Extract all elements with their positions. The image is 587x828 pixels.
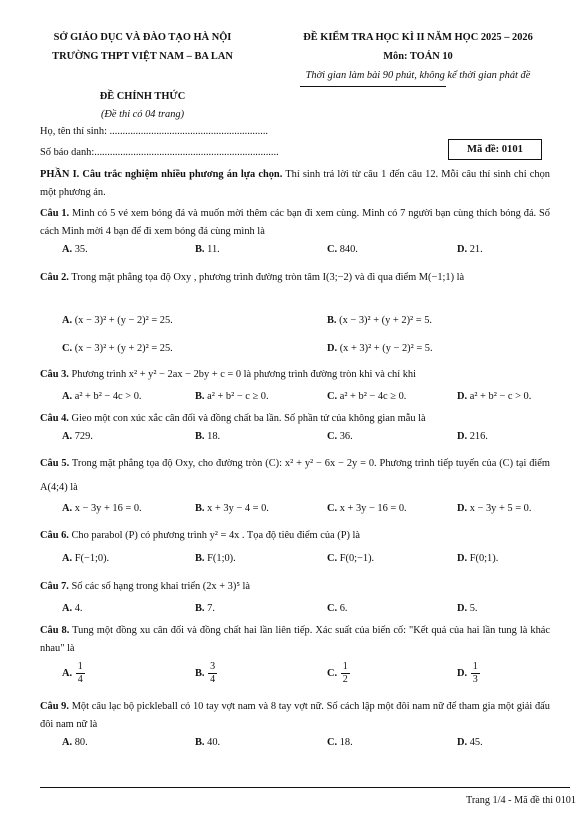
q1-option-d[interactable]: D. 21. xyxy=(457,244,483,255)
q8-option-b[interactable]: B. $\frac{3}{4}$ xyxy=(195,661,216,685)
q6-option-a[interactable]: A. F(−1;0). xyxy=(62,553,110,564)
q5-option-a[interactable]: A. x − 3y + 16 = 0. xyxy=(62,503,142,514)
q8-option-d[interactable]: D. $\frac{1}{3}$ xyxy=(457,661,478,685)
q9-option-d[interactable]: D. 45. xyxy=(457,737,483,748)
page-footer: Trang 1/4 - Mã đề thi 0101 xyxy=(466,795,576,806)
part1-instruction: Thí sinh trả lời từ câu 1 đến câu 12. Mỗi câu thí sinh chỉ chọn một phương án. xyxy=(40,169,550,198)
question-text: Trong mặt phẳng tọa độ Oxy, cho đường tròn (C): x² + y² − 6x − 2y = 0. Phương trình tiếp tuyến của (C) tại điểm A(4;4) là xyxy=(40,458,551,493)
question-label: Câu 7. xyxy=(40,581,69,592)
q4-option-a[interactable]: A. 729. xyxy=(62,431,93,442)
exam-code-box: Mã đề: 0101 xyxy=(448,139,542,160)
q7-option-a[interactable]: A. 4. xyxy=(62,603,83,614)
question-text: Một câu lạc bộ pickleball có 10 tay vợt nam và 8 tay vợt nữ. Số cách lập một đôi nam nữ để tham gia một giải đấu đôi nam nữ là xyxy=(40,701,550,730)
fraction: $\frac{1}{4}$ xyxy=(77,661,83,685)
question-7 xyxy=(40,578,550,596)
question-label: Câu 5. xyxy=(40,458,70,469)
question-text: Gieo một con xúc xắc cân đối và đồng chất ba lần. Số phần tử của không gian mẫu là xyxy=(68,413,426,424)
footer-rule xyxy=(40,787,570,788)
q8-option-a[interactable]: A. $\frac{1}{4}$ xyxy=(62,661,83,685)
q1-option-c[interactable]: C. 840. xyxy=(327,244,358,255)
q3-option-d[interactable]: D. a² + b² − c > 0. xyxy=(457,391,532,402)
school-name: TRƯỜNG THPT VIỆT NAM – BA LAN xyxy=(52,51,233,62)
question-4 xyxy=(40,410,550,428)
question-label: Câu 9. xyxy=(40,701,69,712)
q7-option-b[interactable]: B. 7. xyxy=(195,603,215,614)
question-9 xyxy=(40,698,550,733)
question-label: Câu 2. xyxy=(40,272,69,283)
pages-note: (Đề thi có 04 trang) xyxy=(100,109,185,120)
question-label: Câu 4. xyxy=(40,413,69,424)
candidate-name-line: Họ, tên thí sinh: ............................................................. xyxy=(40,126,269,137)
question-label: Câu 6. xyxy=(40,530,69,541)
q6-option-c[interactable]: C. F(0;−1). xyxy=(327,553,375,564)
question-text: Minh có 5 vé xem bóng đá và muốn mời thêm các bạn đi xem cùng. Minh có 7 người bạn cùng thích bóng đá. Số cách Minh mời 4 bạn để đi xem bóng đá cùng mình là xyxy=(40,208,550,237)
q2-option-a[interactable]: A. (x − 3)² + (y − 2)² = 25. xyxy=(62,315,173,326)
q3-option-a[interactable]: A. a² + b² − 4c > 0. xyxy=(62,391,142,402)
question-5 xyxy=(40,452,550,500)
q2-option-c[interactable]: C. (x − 3)² + (y + 2)² = 25. xyxy=(62,343,173,354)
question-1 xyxy=(40,205,550,240)
fraction: $\frac{1}{3}$ xyxy=(472,661,478,685)
fraction: $\frac{3}{4}$ xyxy=(210,661,216,685)
candidate-id-line: Số báo danh:....................................................................... xyxy=(40,147,279,158)
q4-option-c[interactable]: C. 36. xyxy=(327,431,353,442)
question-text: Cho parabol (P) có phương trình y² = 4x . Tọa độ tiêu điểm của (P) là xyxy=(68,530,361,541)
time-note: Thời gian làm bài 90 phút, không kể thời gian phát đề xyxy=(305,70,531,81)
q8-option-c[interactable]: C. $\frac{1}{2}$ xyxy=(327,661,348,685)
q5-option-b[interactable]: B. x + 3y − 4 = 0. xyxy=(195,503,269,514)
q5-option-c[interactable]: C. x + 3y − 16 = 0. xyxy=(327,503,407,514)
question-label: Câu 3. xyxy=(40,369,69,380)
question-text: Số các số hạng trong khai triển (2x + 3)⁵ là xyxy=(68,581,251,592)
q7-option-c[interactable]: C. 6. xyxy=(327,603,348,614)
question-text: Phương trình x² + y² − 2ax − 2by + c = 0 là phương trình đường tròn khi và chỉ khi xyxy=(68,369,416,380)
question-2 xyxy=(40,265,550,291)
q9-option-b[interactable]: B. 40. xyxy=(195,737,221,748)
question-text: Tung một đồng xu cân đối và đồng chất hai lần liên tiếp. Xác suất của biến cố: "Kết quả của hai lần tung là khác nhau" là xyxy=(40,625,550,654)
official-label: ĐỀ CHÍNH THỨC xyxy=(99,91,186,102)
q7-option-d[interactable]: D. 5. xyxy=(457,603,478,614)
department-name: SỞ GIÁO DỤC VÀ ĐÀO TẠO HÀ NỘI xyxy=(53,32,232,43)
header-rule xyxy=(300,86,446,87)
q1-option-a[interactable]: A. 35. xyxy=(62,244,88,255)
q2-option-d[interactable]: D. (x + 3)² + (y − 2)² = 5. xyxy=(327,343,433,354)
part1-title: PHẦN I. Câu trắc nghiệm nhiều phương án lựa chọn. xyxy=(40,169,283,180)
q9-option-a[interactable]: A. 80. xyxy=(62,737,88,748)
q5-option-d[interactable]: D. x − 3y + 5 = 0. xyxy=(457,503,532,514)
q3-option-b[interactable]: B. a² + b² − c ≥ 0. xyxy=(195,391,269,402)
q6-option-d[interactable]: D. F(0;1). xyxy=(457,553,499,564)
q2-option-b[interactable]: B. (x − 3)² + (y + 2)² = 5. xyxy=(327,315,433,326)
question-label: Câu 8. xyxy=(40,625,70,636)
q1-option-b[interactable]: B. 11. xyxy=(195,244,220,255)
q3-option-c[interactable]: C. a² + b² − 4c ≥ 0. xyxy=(327,391,407,402)
q9-option-c[interactable]: C. 18. xyxy=(327,737,353,748)
question-6 xyxy=(40,527,550,545)
question-3 xyxy=(40,366,550,384)
fraction: $\frac{1}{2}$ xyxy=(342,661,348,685)
question-text: Trong mặt phẳng tọa độ Oxy , phương trình đường tròn tâm I(3;−2) và đi qua điểm M(−1;1) là xyxy=(68,272,465,283)
q4-option-d[interactable]: D. 216. xyxy=(457,431,488,442)
part1-heading xyxy=(40,166,550,201)
question-8 xyxy=(40,622,550,657)
exam-title: ĐỀ KIỂM TRA HỌC KÌ II NĂM HỌC 2025 – 2026 xyxy=(303,32,533,43)
q4-option-b[interactable]: B. 18. xyxy=(195,431,221,442)
q6-option-b[interactable]: B. F(1;0). xyxy=(195,553,236,564)
question-label: Câu 1. xyxy=(40,208,70,219)
subject: Môn: TOÁN 10 xyxy=(383,51,453,62)
